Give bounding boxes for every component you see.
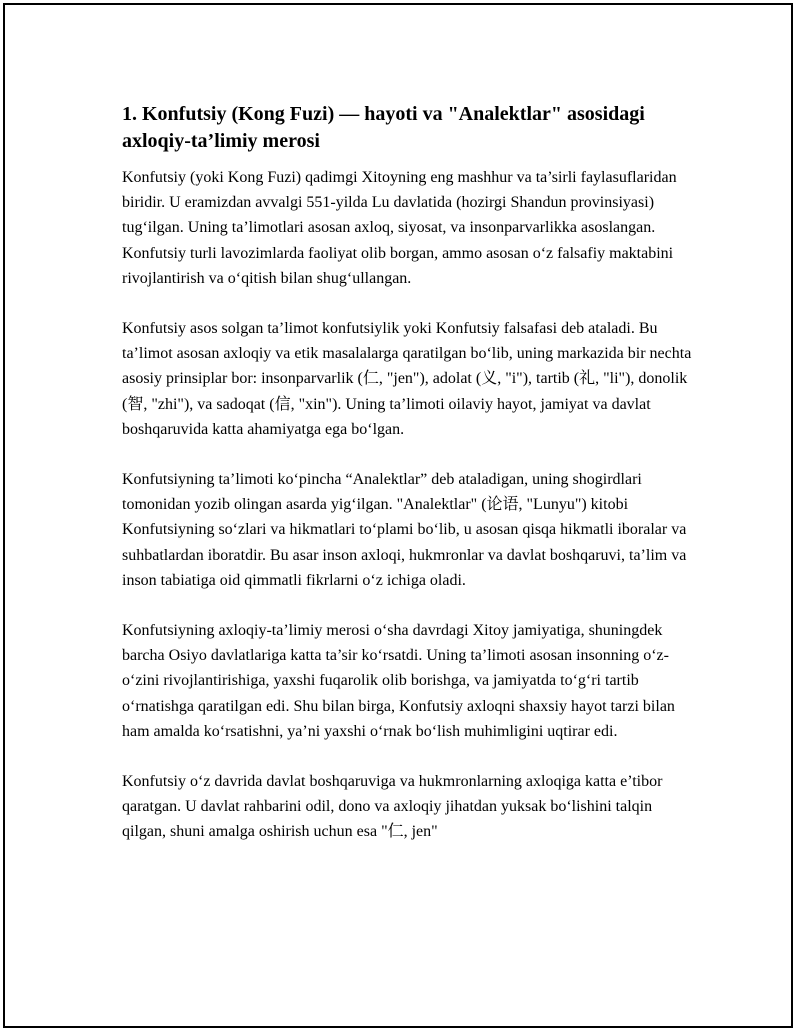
page-frame [3, 3, 793, 1028]
paragraph-5: Konfutsiy o‘z davrida davlat boshqaruviga va hukmronlarning axloqiga katta e’tibor qaratgan. U davlat rahbarini odil, dono va axloqiy jihatdan yuksak bo‘lishini talqin qilgan, shuni amalga oshirish uchun esa "仁, jen" [122, 773, 663, 841]
section-heading: 1. Konfutsiy (Kong Fuzi) — hayoti va "Analektlar" asosidagi axloqiy-ta’limiy merosi [122, 103, 645, 152]
paragraph-2: Konfutsiy asos solgan ta’limot konfutsiylik yoki Konfutsiy falsafasi deb ataladi. Bu ta’limot asosan axloqiy va etik masalalarga qaratilgan bo‘lib, uning markazida bir nechta asosiy prinsiplar bor: insonparvarlik (仁, "jen"), adolat (义, "i"), tartib (礼, "li"), donolik (智, "zhi"), va sadoqat (信, "xin"). Uning ta’limoti oilaviy hayot, jamiyat va davlat boshqaruvida katta ahamiyatga ega bo‘lgan. [122, 320, 692, 438]
paragraph-1: Konfutsiy (yoki Kong Fuzi) qadimgi Xitoyning eng mashhur va ta’sirli faylasuflaridan biridir. U eramizdan avvalgi 551-yilda Lu davlatida (hozirgi Shandun provinsiyasi) tug‘ilgan. Uning ta’limotlari asosan axloq, siyosat, va insonparvarlikka asoslangan. Konfutsiy turli lavozimlarda faoliyat olib borgan, ammo asosan o‘z falsafiy maktabini rivojlantirish va o‘qitish bilan shug‘ullangan. [122, 169, 677, 287]
paragraph-3: Konfutsiyning ta’limoti ko‘pincha “Analektlar” deb ataladigan, uning shogirdlari tomonidan yozib olingan asarda yig‘ilgan. "Analektlar" (论语, "Lunyu") kitobi Konfutsiyning so‘zlari va hikmatlari to‘plami bo‘lib, u asosan qisqa hikmatli iboralar va suhbatlardan iboratdir. Bu asar inson axloqi, hukmronlar va davlat boshqaruvi, ta’lim va inson tabiatiga oid qimmatli fikrlarni o‘z ichiga oladi. [122, 471, 687, 589]
document-body [122, 101, 694, 870]
paragraph-4: Konfutsiyning axloqiy-ta’limiy merosi o‘sha davrdagi Xitoy jamiyatiga, shuningdek barcha Osiyo davlatlariga katta ta’sir ko‘rsatdi. Uning ta’limoti asosan insonning o‘z-o‘zini rivojlantirishiga, yaxshi fuqarolik olib borishga, va jamiyatda to‘g‘ri tartib o‘rnatishga qaratilgan edi. Shu bilan birga, Konfutsiy axloqni shaxsiy hayot tarzi bilan ham amalda ko‘rsatishni, ya’ni yaxshi o‘rnak bo‘lish muhimligini uqtirar edi. [122, 622, 675, 740]
